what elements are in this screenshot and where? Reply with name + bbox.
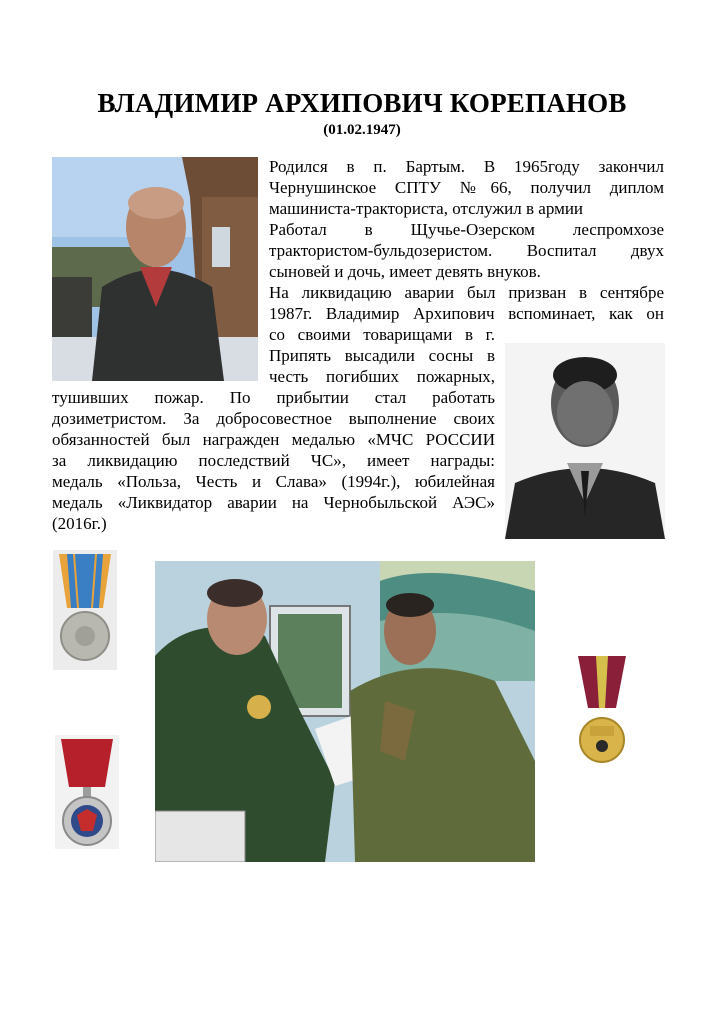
bw-portrait-photo bbox=[505, 343, 665, 539]
bio-line: обязанностей был награжден медалью «МЧС РОССИИ bbox=[52, 430, 495, 449]
bio-line: за ликвидацию последствий ЧС», имеет награды: bbox=[52, 451, 495, 470]
mchs-medal-image bbox=[53, 550, 117, 670]
award-ceremony-photo bbox=[155, 561, 535, 862]
bio-line: трактористом-бульдозеристом. Воспитал двух bbox=[269, 241, 664, 260]
bio-line: 1987г. Владимир Архипович вспоминает, как он bbox=[269, 304, 664, 323]
bio-line: На ликвидацию аварии был призван в сентябре bbox=[269, 283, 664, 302]
bio-line: Работал в Щучье-Озерском леспромхозе bbox=[269, 220, 664, 239]
chernobyl-liquidator-medal-image bbox=[572, 652, 632, 772]
bio-line: со своими товарищами в г. bbox=[269, 325, 495, 344]
bio-line: честь погибших пожарных, bbox=[269, 367, 495, 386]
bio-line: Припять высадили сосны в bbox=[269, 346, 495, 365]
bio-line: дозиметристом. За добросовестное выполнение своих bbox=[52, 409, 495, 428]
bio-line: медаль «Польза, Честь и Слава» (1994г.), юбилейная bbox=[52, 472, 495, 491]
portrait-photo bbox=[52, 157, 258, 381]
bio-line: сыновей и дочь, имеет девять внуков. bbox=[269, 262, 541, 281]
bio-line: Родился в п. Бартым. В 1965году закончил bbox=[269, 157, 664, 176]
bio-line: машиниста-тракториста, отслужил в армии bbox=[269, 199, 584, 218]
honor-medal-image bbox=[55, 735, 119, 849]
birth-date: (01.02.1947) bbox=[323, 122, 401, 138]
bio-line: Чернушинское СПТУ №66, получил диплом bbox=[269, 178, 664, 197]
bio-line: (2016г.) bbox=[52, 514, 107, 533]
bio-line: медаль «Ликвидатор аварии на Чернобыльской АЭС» bbox=[52, 493, 495, 512]
bio-line: тушивших пожар. По прибытии стал работать bbox=[52, 388, 495, 407]
page-title: ВЛАДИМИР АРХИПОВИЧ КОРЕПАНОВ bbox=[97, 88, 627, 118]
